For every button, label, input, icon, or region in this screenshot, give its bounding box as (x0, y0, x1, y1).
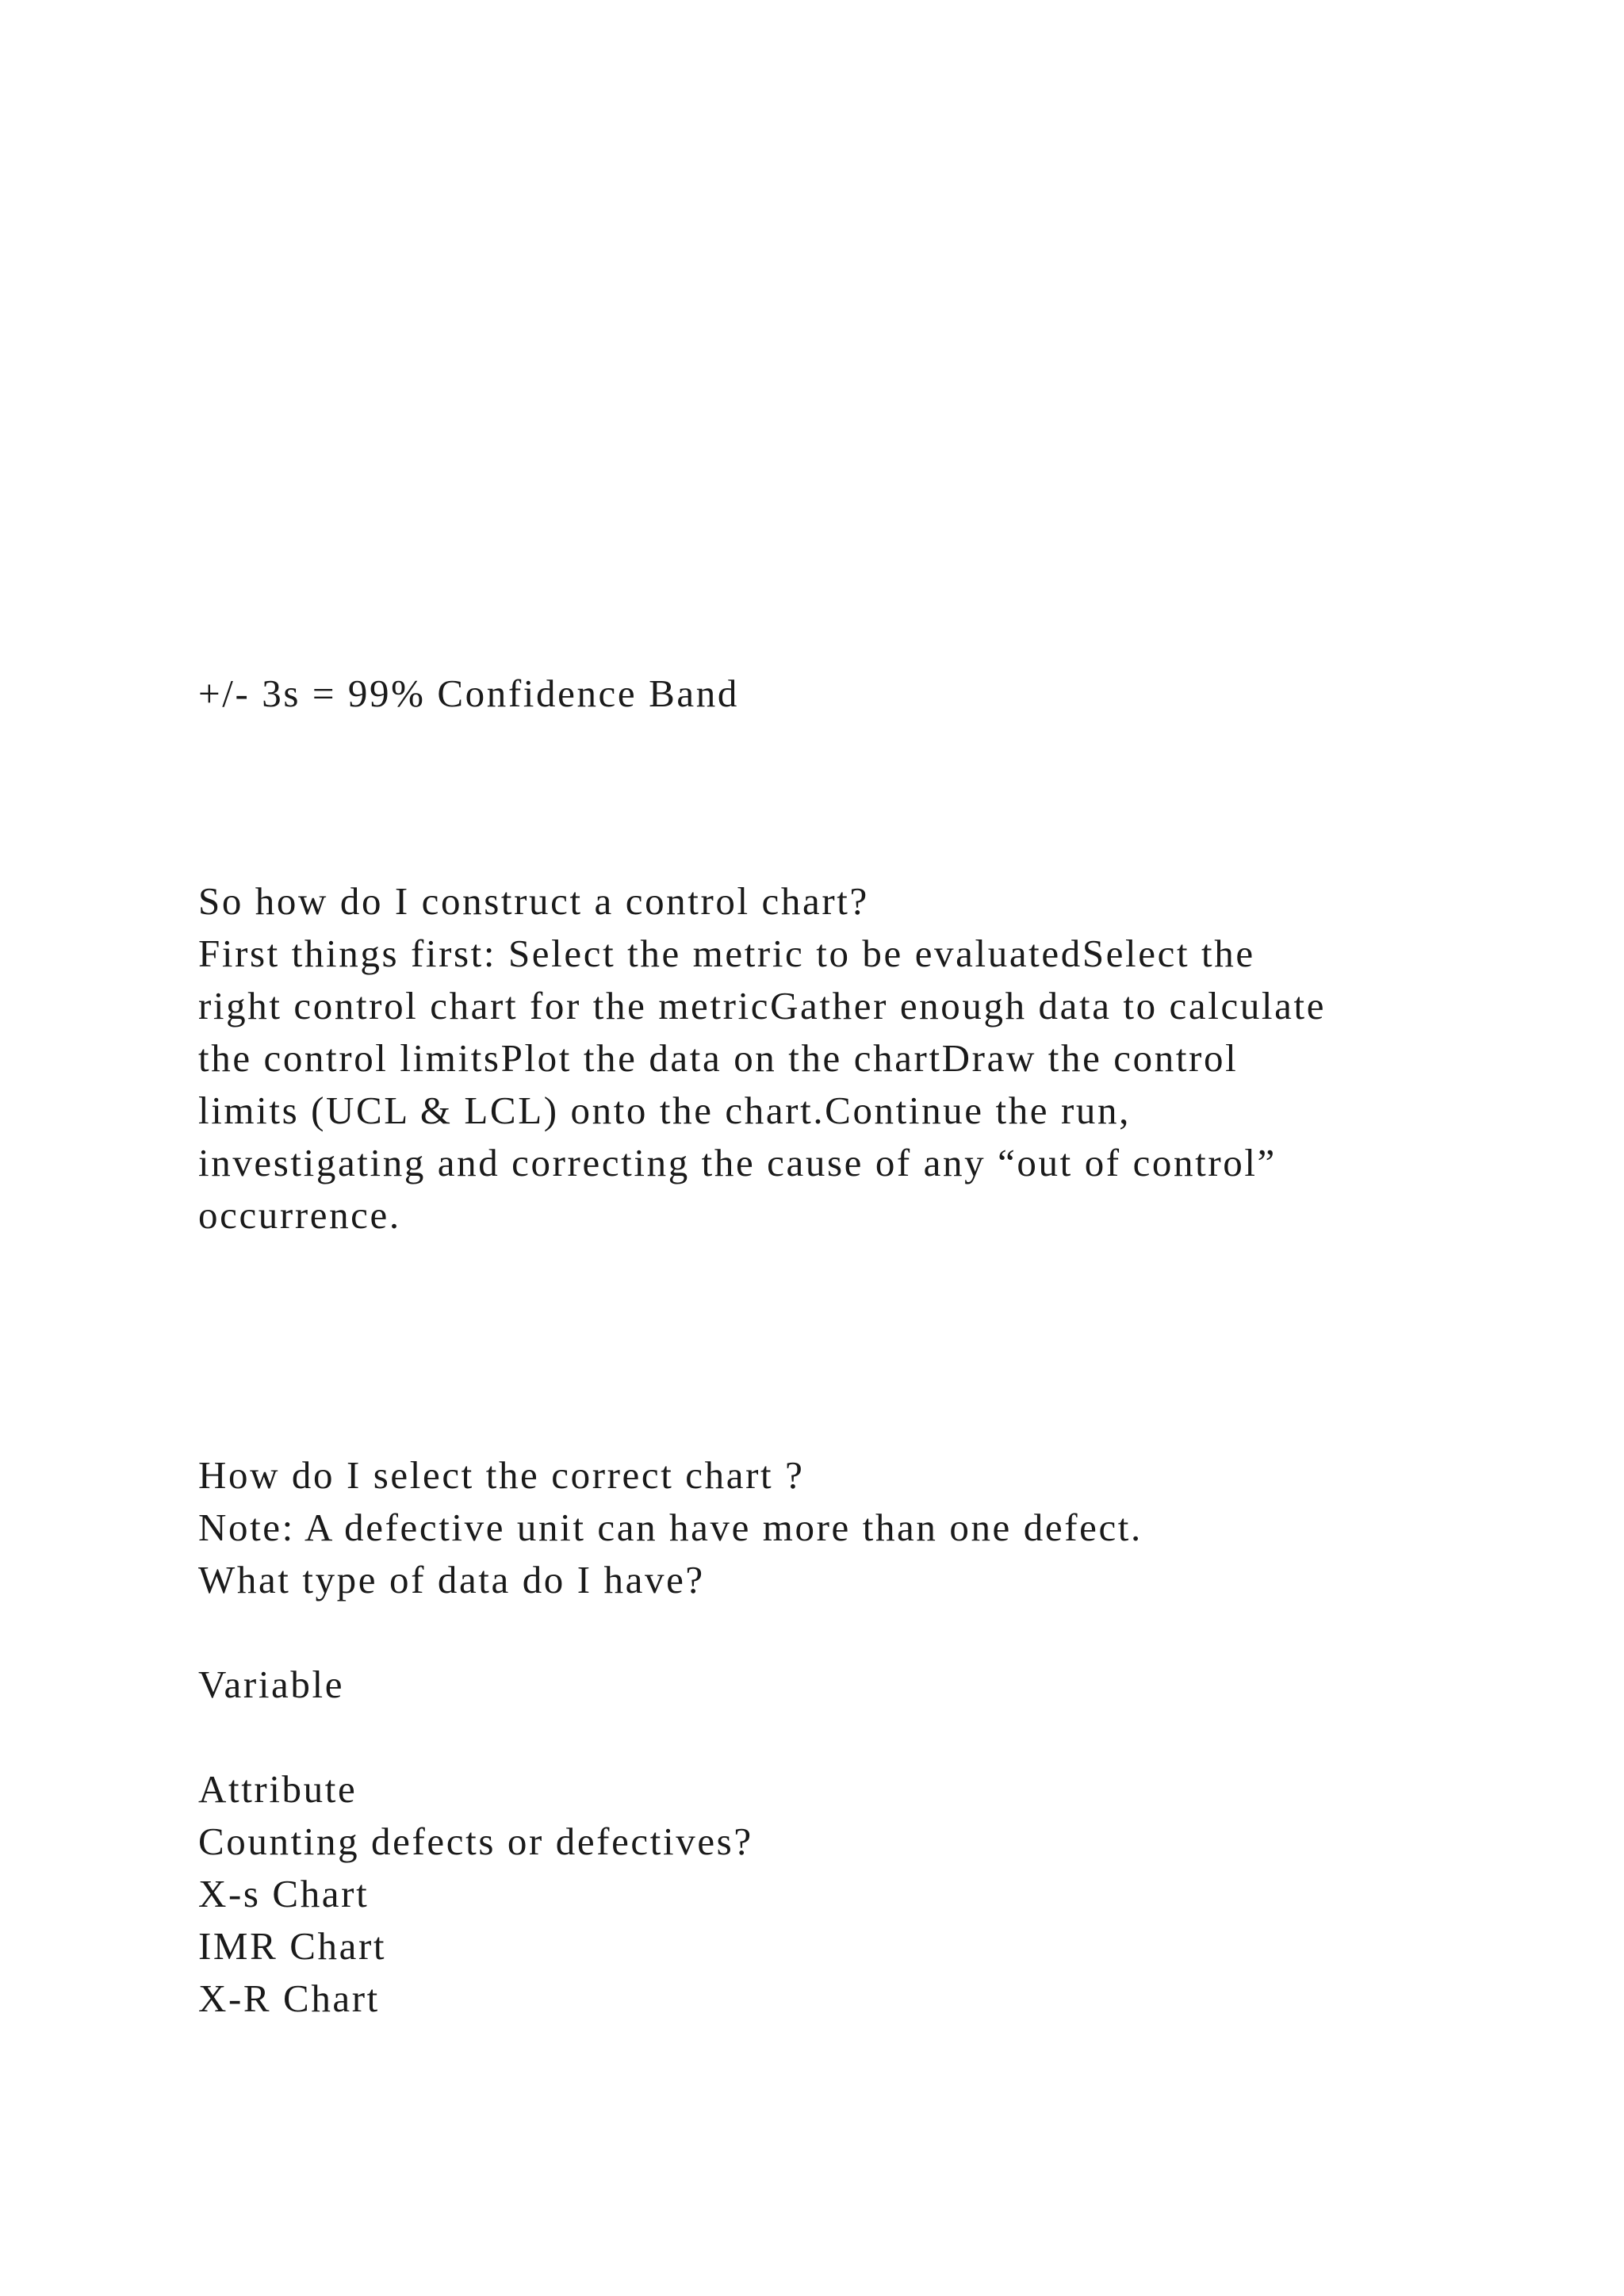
paragraph-line: occurrence. (198, 1193, 401, 1237)
section-heading-select: How do I select the correct chart ? (198, 1453, 805, 1497)
paragraph-line: right control chart for the metricGather enough data to calculate (198, 984, 1327, 1027)
paragraph-line: investigating and correcting the cause of any “out of control” (198, 1141, 1277, 1184)
confidence-band-text: +/- 3s = 99% Confidence Band (198, 672, 739, 715)
paragraph-line: limits (UCL & LCL) onto the chart.Continue the run, (198, 1089, 1131, 1132)
counting-question: Counting defects or defectives? (198, 1820, 753, 1863)
attribute-label: Attribute (198, 1767, 358, 1811)
chart-type-xs: X-s Chart (198, 1872, 370, 1915)
chart-type-imr: IMR Chart (198, 1924, 387, 1968)
paragraph-line: First things first: Select the metric to be evaluatedSelect the (198, 932, 1255, 975)
paragraph-line: the control limitsPlot the data on the chartDraw the control (198, 1036, 1239, 1080)
chart-type-xr: X-R Chart (198, 1976, 380, 2020)
section-heading-construct: So how do I construct a control chart? (198, 879, 869, 923)
note-text: Note: A defective unit can have more than one defect. (198, 1506, 1143, 1549)
variable-label: Variable (198, 1663, 345, 1706)
data-type-question: What type of data do I have? (198, 1558, 705, 1601)
